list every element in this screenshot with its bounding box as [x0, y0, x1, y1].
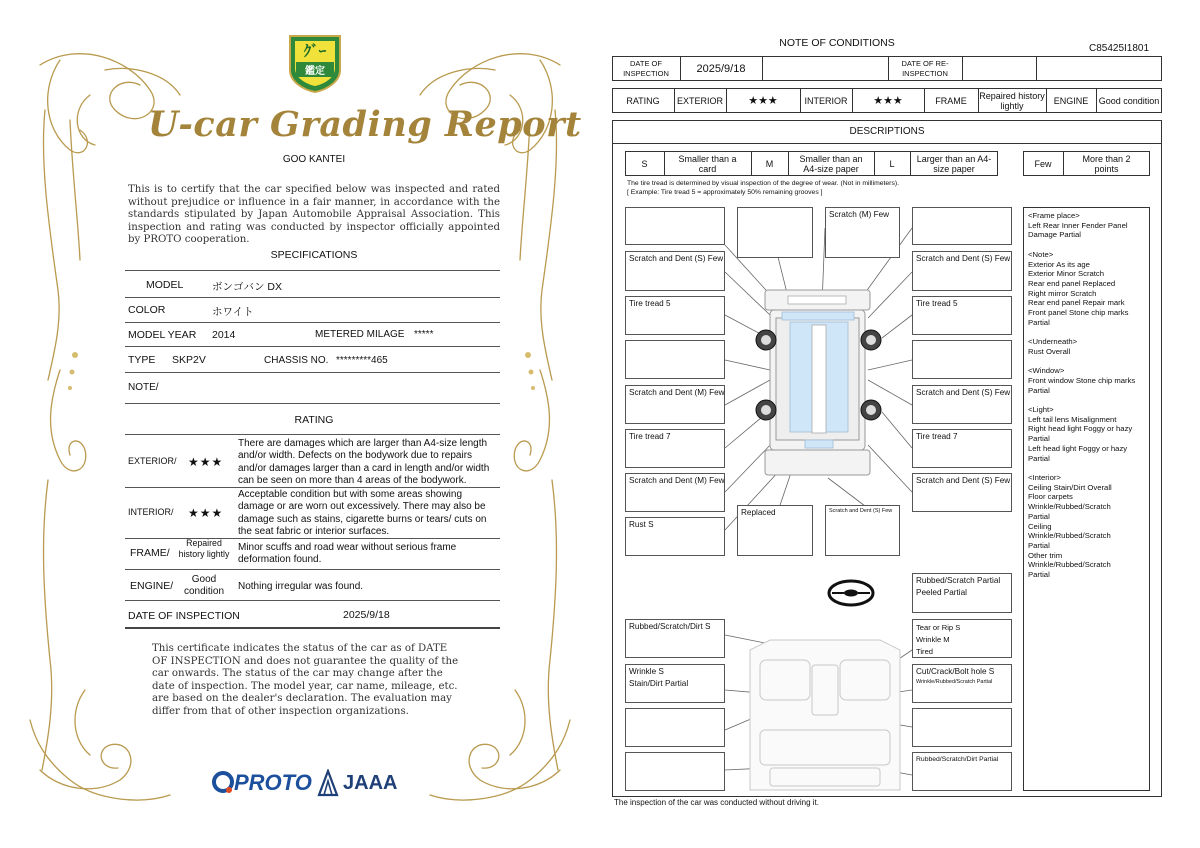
exterior-box-left-6: Scratch and Dent (M) Few [625, 473, 725, 512]
frame-label: FRAME/ [130, 547, 170, 559]
document-id: C85425I1801 [1089, 43, 1150, 54]
interior-box-left-3 [625, 708, 725, 747]
type-label: TYPE [128, 354, 156, 366]
interior-box-right-4: Rubbed/Scratch/Dirt Partial [912, 752, 1012, 791]
exterior-box-left-7: Rust S [625, 517, 725, 556]
interior-box-steering [912, 573, 1012, 613]
legend-l-desc: Larger than an A4-size paper [916, 153, 992, 174]
interior-stars: ★★★ [188, 506, 224, 520]
proto-icon [210, 770, 236, 796]
exterior-stars: ★★★ [188, 455, 224, 469]
exterior-box-left-5: Tire tread 7 [625, 429, 725, 468]
logo-text-top: ｸﾞｰ [303, 43, 327, 60]
exterior-box-right-4: Scratch and Dent (S) Few [912, 385, 1012, 424]
exterior-description: There are damages which are larger than A4-size length and/or width. Defects on the bodywork due to repairs and/or damages larger than a card in length and/or width can be seen on more than 4 areas of the bodywork. [238, 438, 490, 486]
tire-note-2: [ Example: Tire tread 5 = approximately 50% remaining grooves ] [627, 189, 823, 196]
interior-box-left-1: Rubbed/Scratch/Dirt S [625, 619, 725, 658]
legend-m: M [765, 158, 774, 169]
interior-right-1-line-1: Tear or Rip S [916, 623, 961, 632]
rating-label: RATING [626, 95, 660, 106]
report-subtitle: GOO KANTEI [282, 154, 346, 165]
exterior-box-left-4: Scratch and Dent (M) Few [625, 385, 725, 424]
interior-box-left-2 [625, 664, 725, 703]
jaaa-logo: JAAA [343, 772, 398, 794]
legend-s-desc: Smaller than a card [678, 153, 737, 174]
frame-description: Minor scuffs and road wear without serious frame deformation found. [238, 542, 457, 566]
exterior-stars: ★★★ [748, 94, 778, 107]
interior-box-right-1 [912, 619, 1012, 658]
interior-label: INTERIOR/ [128, 507, 174, 517]
exterior-box-front-right [912, 207, 1012, 245]
chassis-label: CHASSIS NO. [264, 355, 329, 366]
intro-paragraph: This is to certify that the car specified below was inspected and rated without prejudice or influence in a fair manner, in accordance with the standards stipulated by Japan Automobile Appraisal Association. This inspection and rating was conducted by inspector officially appointed by PROTO cooperation. [128, 184, 500, 246]
steering-note-1: Rubbed/Scratch Partial [916, 576, 1001, 585]
interior-description: Acceptable condition but with some areas showing damage or are worn out excessively. There may also be damage such as stains, cigarette burns or tears/ cuts on the seat fabric or interior surfaces. [238, 489, 487, 537]
exterior-box-right-2: Tire tread 5 [912, 296, 1012, 335]
interior-left-2-line-2: Stain/Dirt Partial [629, 679, 689, 688]
mileage-value: ***** [414, 329, 434, 340]
date-of-inspection-value: 2025/9/18 [696, 62, 746, 75]
note-label: NOTE/ [128, 382, 159, 393]
exterior-box-front-left [625, 207, 725, 245]
engine-label: ENGINE [1053, 95, 1089, 106]
interior-label: INTERIOR [804, 95, 848, 106]
interior-box-right-2 [912, 664, 1012, 703]
logo-text-bottom: 鑑定 [296, 62, 334, 77]
exterior-box-rear-center-left: Replaced [737, 505, 813, 556]
frame-label: FRAME [935, 95, 967, 106]
report-title: U-car Grading Report [148, 104, 582, 145]
exterior-box-right-3 [912, 340, 1012, 379]
exterior-label: EXTERIOR [676, 95, 723, 106]
interior-left-2-line-1: Wrinkle S [629, 667, 664, 676]
legend-few: Few [1034, 158, 1052, 169]
exterior-box-right-5: Tire tread 7 [912, 429, 1012, 468]
side-notes-text: <Frame place> Left Rear Inner Fender Panel Damage Partial <Note> Exterior As its age Exterior Minor Scratch Rear end panel Replaced Right mirror Scratch Rear end panel Repair mark Front panel Stone chip marks Partial <Underneath> Rust Overall <Window> Front window Stone chip marks Partial <Light> Left tail lens Misalignment Right head light Foggy or hazy Partial Left head light Foggy or hazy Partial <Interior> Ceiling Stain/Dirt Overall Floor carpets Wrinkle/Rubbed/Scratch Partial Ceiling Wrinkle/Rubbed/Scratch Partial Other trim Wrinkle/Rubbed/Scratch Partial [1028, 211, 1136, 580]
interior-box-left-4 [625, 752, 725, 791]
legend-few-desc: More than 2 points [1082, 153, 1131, 174]
engine-label: ENGINE/ [130, 580, 174, 592]
steering-wheel-icon [829, 581, 873, 605]
tire-note-1: The tire tread is determined by visual inspection of the degree of wear. (Not in millimeters). [627, 180, 899, 187]
model-year-label: MODEL YEAR [128, 329, 197, 341]
interior-right-1-line-3: Tired [916, 647, 934, 656]
exterior-box-rear-center: Scratch and Dent (S) Few [825, 505, 900, 556]
exterior-box-right-1: Scratch and Dent (S) Few [912, 251, 1012, 291]
legend-m-desc: Smaller than an A4-size paper [799, 153, 863, 174]
note-title: NOTE OF CONDITIONS [779, 37, 895, 49]
certificate-footer: This certificate indicates the status of the car as of DATE OF INSPECTION and does not guarantee the quality of the car onwards. The status of the car may change after the date of inspection. The model year, car name, mileage, etc. are based on the dealer's declaration. The evaluation may differ from that of other inspection organizations. [152, 643, 459, 717]
specifications-heading: SPECIFICATIONS [270, 249, 358, 261]
steering-note-2: Peeled Partial [916, 588, 967, 597]
frame-value: Repaired history lightly [178, 538, 230, 559]
interior-right-2-line-2: Wrinkle/Rubbed/Scratch Partial [916, 679, 993, 685]
engine-value: Good condition [183, 574, 225, 597]
exterior-box-front-center-left [737, 207, 813, 258]
exterior-label: EXTERIOR/ [128, 456, 177, 466]
model-label: MODEL [146, 279, 184, 291]
descriptions-heading: DESCRIPTIONS [849, 126, 925, 137]
engine-value: Good condition [1098, 95, 1160, 106]
date-of-inspection-value: 2025/9/18 [343, 609, 390, 621]
rating-heading: RATING [294, 414, 334, 426]
date-of-inspection-label: DATE OF INSPECTION [623, 58, 669, 78]
engine-description: Nothing irregular was found. [238, 581, 364, 592]
jaaa-icon [317, 769, 339, 797]
exterior-box-left-3 [625, 340, 725, 379]
date-of-reinspection-label: DATE OF RE-INSPECTION [901, 58, 949, 78]
color-label: COLOR [128, 304, 166, 316]
interior-right-2-line-1: Cut/Crack/Bolt hole S [916, 667, 995, 676]
exterior-box-left-2: Tire tread 5 [625, 296, 725, 335]
legend-s: S [641, 158, 648, 169]
model-value: ボンゴバン DX [212, 281, 283, 293]
interior-stars: ★★★ [873, 94, 903, 107]
frame-value: Repaired history lightly [979, 90, 1045, 111]
color-value: ホワイト [212, 306, 254, 318]
legend-l: L [889, 158, 895, 169]
note-footer: The inspection of the car was conducted without driving it. [614, 798, 819, 807]
interior-right-1-line-2: Wrinkle M [916, 635, 950, 644]
mileage-label: METERED MILAGE [315, 329, 405, 340]
interior-box-right-3 [912, 708, 1012, 747]
proto-logo: PROTO [234, 770, 312, 795]
model-year-value: 2014 [212, 329, 236, 341]
note-of-conditions [600, 0, 1200, 848]
chassis-value: *********465 [336, 355, 388, 366]
exterior-box-right-6: Scratch and Dent (S) Few [912, 473, 1012, 512]
date-of-inspection-label: DATE OF INSPECTION [128, 610, 240, 622]
exterior-box-front-center: Scratch (M) Few [825, 207, 900, 258]
type-value: SKP2V [172, 354, 206, 366]
exterior-box-left-1: Scratch and Dent (S) Few [625, 251, 725, 291]
